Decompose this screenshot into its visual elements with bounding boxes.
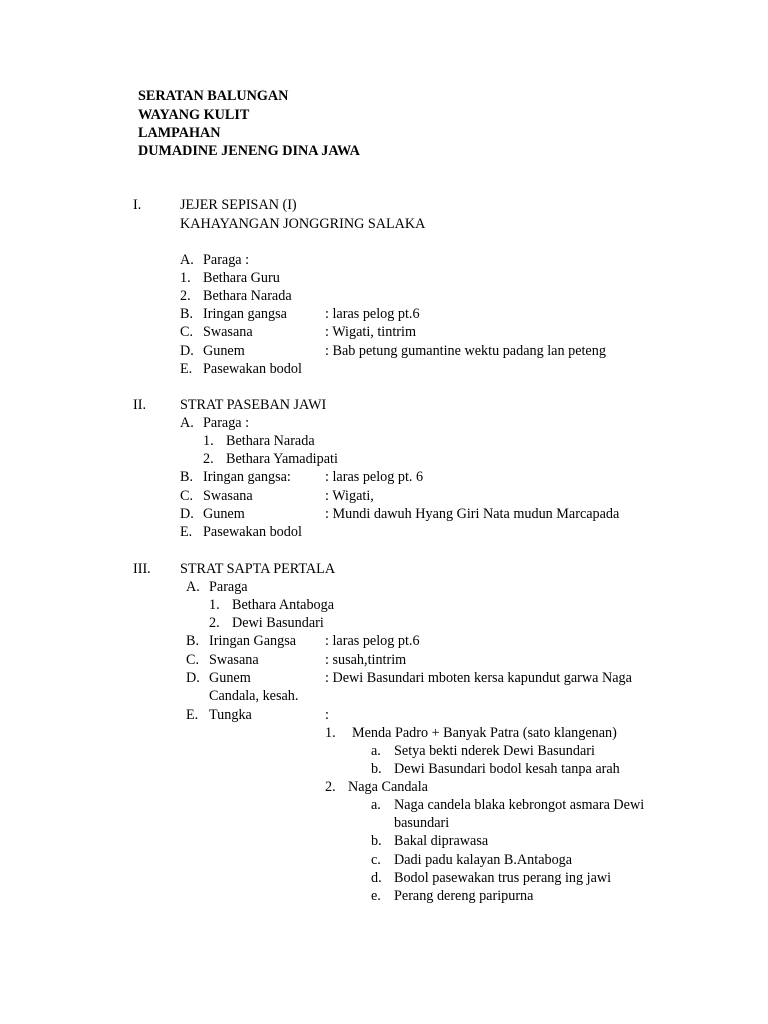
s1-b-label: Iringan gangsa [203,306,287,322]
tungka-1a: Setya bekti nderek Dewi Basundari [394,743,595,759]
s1-e-letter: E. [180,361,193,377]
tungka-1-num: 1. [325,725,336,741]
s2-d-label: Gunem [203,506,245,522]
section-2-title: STRAT PASEBAN JAWI [180,397,327,413]
s2-p2: Bethara Yamadipati [226,451,338,467]
tungka-1: Menda Padro + Banyak Patra (sato klangenan) [352,725,617,741]
s3-p1: Bethara Antaboga [232,597,335,613]
s3-c-value: : susah,tintrim [325,652,407,668]
s3-d-label: Gunem [209,670,251,686]
s3-d-letter: D. [186,670,200,686]
s2-p1-num: 1. [203,433,214,449]
s3-p2-num: 2. [209,615,220,631]
s2-b-value: : laras pelog pt. 6 [325,469,424,485]
s2-a-letter: A. [180,415,194,431]
s3-e-label: Tungka [209,707,252,723]
tungka-2d: Bodol pasewakan trus perang ing jawi [394,870,612,886]
s2-c-letter: C. [180,488,194,504]
s2-d-value: : Mundi dawuh Hyang Giri Nata mudun Marcapada [325,506,620,522]
section-1-number: I. [133,197,142,213]
s3-d-value-cont: Candala, kesah. [209,688,299,704]
s2-d-letter: D. [180,506,194,522]
s3-b-value: : laras pelog pt.6 [325,633,420,649]
s3-c-label: Swasana [209,652,259,668]
s3-e-letter: E. [186,707,199,723]
s1-b-value: : laras pelog pt.6 [325,306,420,322]
header-line-2: WAYANG KULIT [138,107,250,123]
s3-a-letter: A. [186,579,200,595]
section-1-subtitle: KAHAYANGAN JONGGRING SALAKA [180,216,426,232]
tungka-2a-letter: a. [371,797,381,813]
s3-b-letter: B. [186,633,200,649]
s1-a-label: Paraga : [203,252,250,268]
s2-p2-num: 2. [203,451,214,467]
tungka-2b-letter: b. [371,833,382,849]
s1-d-label: Gunem [203,343,245,359]
s2-b-letter: B. [180,469,194,485]
s1-p1: Bethara Guru [203,270,280,286]
tungka-1b: Dewi Basundari bodol kesah tanpa arah [394,761,620,777]
s1-p2-num: 2. [180,288,191,304]
s2-b-label: Iringan gangsa: [203,469,291,485]
s1-c-letter: C. [180,324,194,340]
section-2-number: II. [133,397,146,413]
tungka-1a-letter: a. [371,743,381,759]
header-line-1: SERATAN BALUNGAN [138,88,289,104]
s3-e-colon: : [325,707,329,723]
section-1-title: JEJER SEPISAN (I) [180,197,297,213]
s2-e-letter: E. [180,524,193,540]
tungka-2-num: 2. [325,779,336,795]
s1-c-value: : Wigati, tintrim [325,324,416,340]
s2-p1: Bethara Narada [226,433,315,449]
s2-c-value: : Wigati, [325,488,374,504]
tungka-2b: Bakal diprawasa [394,833,489,849]
s2-e-label: Pasewakan bodol [203,524,302,540]
s3-b-label: Iringan Gangsa [209,633,297,649]
tungka-2c-letter: c. [371,852,381,868]
s1-a-letter: A. [180,252,194,268]
tungka-2: Naga Candala [348,779,428,795]
section-3-number: III. [133,561,151,577]
s2-a-label: Paraga : [203,415,250,431]
s1-p1-num: 1. [180,270,191,286]
s1-c-label: Swasana [203,324,253,340]
s3-p2: Dewi Basundari [232,615,324,631]
tungka-2a: Naga candela blaka kebrongot asmara Dewi [394,797,645,813]
s3-c-letter: C. [186,652,200,668]
s3-d-value: : Dewi Basundari mboten kersa kapundut garwa Naga [325,670,632,686]
tungka-2a-cont: basundari [394,815,450,831]
header-line-3: LAMPAHAN [138,125,221,141]
section-3-title: STRAT SAPTA PERTALA [180,561,336,577]
tungka-1b-letter: b. [371,761,382,777]
tungka-2e-letter: e. [371,888,381,904]
tungka-2d-letter: d. [371,870,382,886]
s3-a-label: Paraga [209,579,248,595]
s1-d-value: : Bab petung gumantine wektu padang lan peteng [325,343,606,359]
s1-e-label: Pasewakan bodol [203,361,302,377]
tungka-2c: Dadi padu kalayan B.Antaboga [394,852,573,868]
s3-p1-num: 1. [209,597,220,613]
tungka-2e: Perang dereng paripurna [394,888,534,904]
s2-c-label: Swasana [203,488,253,504]
s1-p2: Bethara Narada [203,288,292,304]
s1-b-letter: B. [180,306,194,322]
s1-d-letter: D. [180,343,194,359]
header-line-4: DUMADINE JENENG DINA JAWA [138,143,360,159]
